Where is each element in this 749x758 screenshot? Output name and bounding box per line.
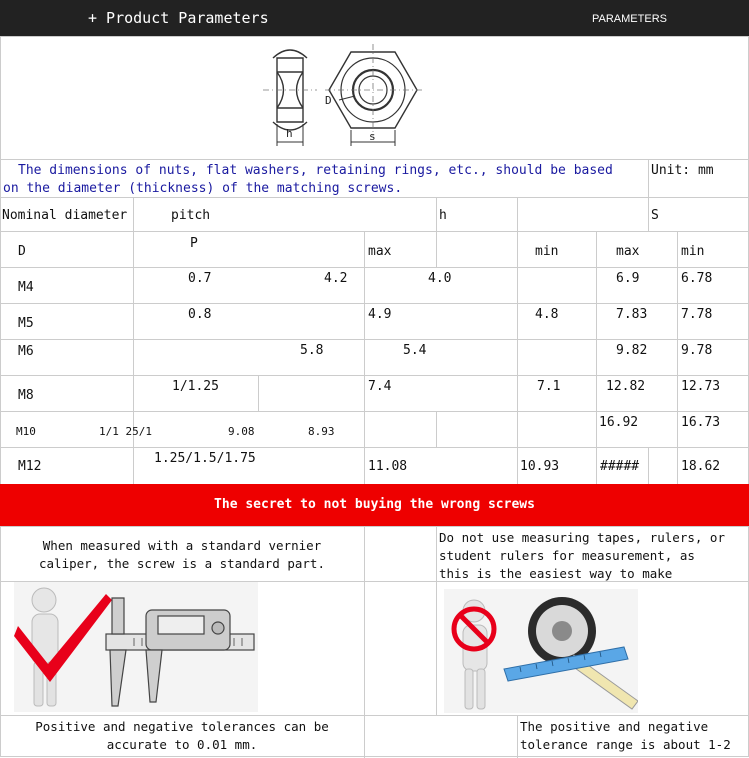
row-m5-smin: 7.78 (681, 307, 713, 322)
tape-measure-illustration (444, 589, 638, 713)
subcol-s-max: max (616, 244, 640, 259)
left-bottom-caption: Positive and negative tolerances can be accurate to 0.01 mm. (35, 719, 329, 752)
row-m12-p: 1.25/1.5/1.75 (154, 451, 256, 466)
col-nominal-diameter: Nominal diameter (2, 208, 128, 223)
row-m4-smin: 6.78 (681, 271, 713, 286)
row-m12-smin: 18.62 (681, 459, 721, 474)
right-bottom-caption: The positive and negative tolerance range is about 1-2 (520, 719, 731, 752)
row-m5-p: 0.8 (188, 307, 212, 322)
row-m6-smin: 9.78 (681, 343, 713, 358)
subcol-p: P (190, 236, 198, 251)
intro-line1: The dimensions of nuts, flat washers, retaining rings, etc., should be based (18, 163, 613, 178)
row-m6-hmax: 5.8 (300, 343, 324, 358)
row-m8-p: 1/1.25 (172, 379, 219, 394)
right-caption: Do not use measuring tapes, rulers, or student rulers for measurement, as this is the easiest way to make (439, 530, 725, 581)
row-m6-d: M6 (18, 344, 34, 359)
subcol-h-max: max (368, 244, 392, 259)
row-m8-d: M8 (18, 388, 34, 403)
row-m12-hmax: 11.08 (368, 459, 408, 474)
label-d: D (325, 94, 332, 107)
row-m10-d: M10 (16, 425, 36, 438)
row-m5-smax: 7.83 (616, 307, 648, 322)
row-m10-hmax: 9.08 (228, 425, 255, 438)
warning-banner (0, 484, 749, 526)
row-m4-smax: 6.9 (616, 271, 640, 286)
row-m10-hmin: 8.93 (308, 425, 335, 438)
row-m4-d: M4 (18, 280, 34, 295)
unit-label: Unit: mm (651, 163, 714, 178)
col-pitch: pitch (171, 208, 211, 223)
row-m8-hmax: 7.4 (368, 379, 392, 394)
col-h: h (439, 208, 447, 223)
row-m4-hmax: 4.2 (324, 271, 348, 286)
label-h: h (286, 127, 293, 140)
row-m12-hmin: 10.93 (520, 459, 560, 474)
row-m5-d: M5 (18, 316, 34, 331)
row-m8-smin: 12.73 (681, 379, 721, 394)
row-m4-hmin: 4.0 (428, 271, 452, 286)
row-m12-smax: ##### (600, 459, 640, 474)
col-s: S (651, 208, 659, 223)
row-m5-hmax: 4.9 (368, 307, 392, 322)
subcol-h-min: min (535, 244, 559, 259)
caliper-illustration (14, 582, 258, 712)
row-m10-smax: 16.92 (599, 415, 639, 430)
left-caption: When measured with a standard vernier caliper, the screw is a standard part. (39, 538, 325, 571)
header-title: + Product Parameters (88, 9, 269, 27)
row-m12-d: M12 (18, 459, 42, 474)
row-m8-hmin: 7.1 (537, 379, 561, 394)
warning-banner-text: The secret to not buying the wrong screws (214, 497, 535, 512)
row-m8-smax: 12.82 (606, 379, 646, 394)
subcol-s-min: min (681, 244, 705, 259)
subcol-d: D (18, 244, 26, 259)
row-m5-hmin: 4.8 (535, 307, 559, 322)
row-m4-p: 0.7 (188, 271, 212, 286)
page-header (0, 0, 749, 36)
label-s: s (369, 130, 376, 143)
row-m10-smin: 16.73 (681, 415, 721, 430)
row-m10-p: 1/1 25/1 (99, 425, 152, 438)
row-m6-smax: 9.82 (616, 343, 648, 358)
row-m6-hmin: 5.4 (403, 343, 427, 358)
intro-line2: on the diameter (thickness) of the matching screws. (3, 181, 403, 196)
header-tag: PARAMETERS (592, 13, 667, 25)
nut-drawing (255, 38, 455, 156)
